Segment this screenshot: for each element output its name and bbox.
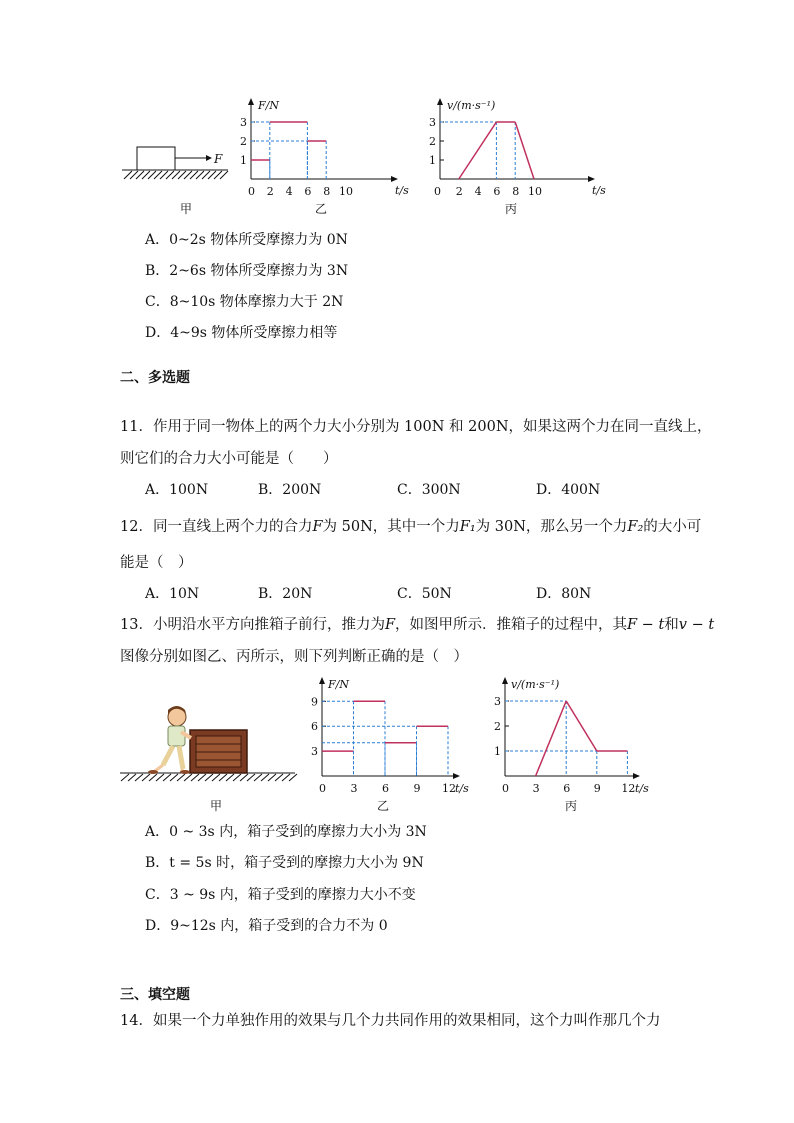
q11-line2: 则它们的合力大小可能是（ ） (120, 451, 338, 467)
q13-option-c[interactable]: C．3 ~ 9s 内，箱子受到的摩擦力大小不变 (145, 887, 416, 903)
q12-F2: F₂ (627, 519, 644, 535)
f1-y-tick-label: 3 (240, 116, 247, 129)
v2-x-tick-label: 9 (593, 782, 601, 795)
q11-option-b[interactable]: B．200N (258, 482, 322, 498)
q12-F1: F₁ (459, 519, 476, 535)
q12-option-b[interactable]: B．20N (258, 586, 313, 602)
v1-origin: 0 (434, 185, 441, 198)
fig2-v-t-chart (494, 677, 649, 813)
force-label: F (214, 152, 223, 166)
v2-y-label: v/(m·s⁻¹) (511, 678, 560, 691)
v1-t-label: t/s (592, 184, 606, 197)
v2-x-tick-label: 3 (532, 782, 540, 795)
label-bing-2: 丙 (565, 799, 578, 813)
q13-option-b[interactable]: B．t = 5s 时，箱子受到的摩擦力大小为 9N (145, 855, 424, 871)
f1-x-tick-label: 10 (339, 185, 353, 198)
v2-segment (536, 701, 567, 776)
label-yi: 乙 (315, 202, 328, 216)
v2-x-tick-label: 12 (621, 782, 636, 795)
f1-t-label: t/s (395, 184, 409, 197)
v1-y-tick-label: 3 (429, 116, 436, 129)
v2-t-label: t/s (635, 782, 649, 795)
q12-option-d[interactable]: D．80N (536, 586, 592, 602)
q13-option-d[interactable]: D．9~12s 内，箱子受到的合力不为 0 (145, 918, 388, 934)
fig2-boy-pushing-crate (120, 706, 297, 813)
q12-F: F (312, 519, 323, 535)
q12-option-a[interactable]: A．10N (145, 586, 200, 602)
q11-line1: 11．作用于同一物体上的两个力大小分别为 100N 和 200N，如果这两个力在同一直线上， (120, 419, 712, 435)
v1-x-tick-label: 8 (512, 185, 520, 198)
q13-F: F (384, 617, 396, 633)
v1-x-tick-label: 6 (493, 185, 501, 198)
f2-t-label: t/s (455, 782, 469, 795)
f2-x-tick-label: 3 (350, 782, 358, 795)
boy-body (168, 726, 185, 746)
v1-x-tick-label: 10 (528, 185, 542, 198)
q10-option-a[interactable]: A．0~2s 物体所受摩擦力为 0N (145, 232, 348, 248)
label-jia-2: 甲 (210, 799, 223, 813)
f2-x-tick-label: 0 (319, 782, 326, 795)
v1-segment (459, 122, 497, 179)
f1-y-label: F/N (258, 99, 279, 112)
f1-x-tick-label: 2 (266, 185, 274, 198)
v2-x-tick-label: 6 (563, 782, 571, 795)
fig2-F-t-chart (311, 677, 469, 813)
f2-y-label: F/N (328, 678, 349, 691)
v1-y-tick-label: 1 (429, 154, 436, 167)
force-arrow-head (206, 155, 212, 161)
q13-text-1: 13．小明沿水平方向推箱子前行，推力为 (120, 617, 385, 633)
f1-y-tick-label: 1 (240, 154, 247, 167)
v1-x-tick-label: 2 (455, 185, 463, 198)
q11-option-d[interactable]: D．400N (536, 482, 601, 498)
q13-Ft: F − t (627, 617, 665, 633)
f1-y-tick-label: 2 (240, 135, 247, 148)
figure-1 (110, 95, 630, 225)
q10-option-b[interactable]: B．2~6s 物体所受摩擦力为 3N (145, 263, 349, 279)
v1-y-label: v/(m·s⁻¹) (447, 99, 496, 112)
q13-line2: 图像分别如图乙、丙所示，则下列判断正确的是（ ） (120, 649, 468, 665)
v2-x-tick-label: 0 (502, 782, 509, 795)
q12-text-4: 的大小可 (643, 519, 702, 535)
f1-x-tick-label: 0 (248, 185, 255, 198)
q12-text-1: 12．同一直线上两个力的合力 (120, 519, 313, 535)
fig1-v-t-chart (429, 98, 606, 216)
fig1-F-t-chart (240, 98, 409, 216)
v2-y-tick-label: 1 (494, 745, 501, 758)
ground-hatch-2 (121, 774, 297, 781)
q10-option-d[interactable]: D．4~9s 物体所受摩擦力相等 (145, 325, 338, 341)
q10-option-c[interactable]: C．8~10s 物体摩擦力大于 2N (145, 294, 344, 310)
v1-x-tick-label: 4 (474, 185, 482, 198)
q13-text-3: 和 (664, 617, 679, 633)
ground-hatch (124, 171, 228, 179)
q11-option-c[interactable]: C．300N (397, 482, 461, 498)
section-3-title: 三、填空题 (120, 987, 190, 1003)
f1-x-tick-label: 6 (304, 185, 312, 198)
q12-text-3: 为 30N，那么另一个力 (475, 519, 628, 535)
q13-option-a[interactable]: A．0 ~ 3s 内，箱子受到的摩擦力大小为 3N (145, 824, 427, 840)
label-jia: 甲 (180, 202, 193, 216)
f2-x-tick-label: 12 (442, 782, 456, 795)
q13-text-2: ，如图甲所示．推箱子的过程中，其 (395, 617, 628, 633)
q12-line2: 能是（ ） (120, 555, 193, 571)
v2-y-tick-label: 3 (494, 695, 501, 708)
f2-y-tick-label: 6 (311, 720, 318, 734)
f2-x-tick-label: 9 (413, 782, 421, 795)
v1-segment (515, 122, 534, 179)
q14-text: 14．如果一个力单独作用的效果与几个力共同作用的效果相同，这个力叫作那几个力 (120, 1013, 661, 1029)
f2-y-tick-label: 3 (311, 745, 318, 759)
label-bing: 丙 (505, 202, 518, 216)
f2-x-tick-label: 6 (382, 782, 389, 795)
fig1-block-diagram (122, 147, 228, 216)
f2-y-tick-label: 9 (311, 695, 318, 709)
f1-x-tick-label: 4 (285, 185, 293, 198)
q12-line1 (120, 515, 701, 536)
f1-x-tick-label: 8 (323, 185, 331, 198)
block (137, 147, 175, 170)
v2-y-tick-label: 2 (494, 720, 501, 733)
q13-vt: v − t (678, 617, 715, 633)
q13-line1 (120, 613, 714, 634)
v2-segment (566, 701, 597, 751)
label-yi-2: 乙 (377, 799, 390, 813)
q12-text-2: 为 50N，其中一个力 (322, 519, 460, 535)
section-2-title: 二、多选题 (120, 370, 190, 386)
v1-y-tick-label: 2 (429, 135, 436, 148)
q12-option-c[interactable]: C．50N (397, 586, 452, 602)
q11-option-a[interactable]: A．100N (145, 482, 209, 498)
figure-2 (115, 668, 675, 818)
